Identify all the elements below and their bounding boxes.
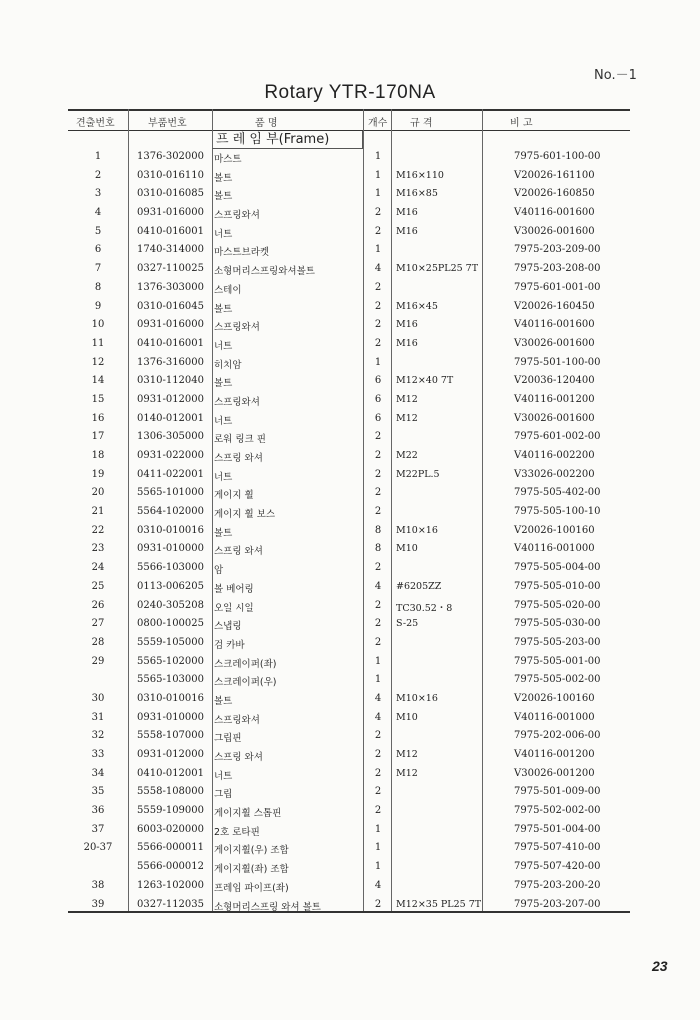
table-row [0,391,700,410]
item-number: 7 [94,263,102,275]
specification: M12 [396,749,418,760]
item-number: 20 [91,487,105,499]
part-number: 0931-010000 [137,711,205,723]
table-row [0,298,700,317]
quantity: 2 [374,805,382,817]
specification: M10 [396,543,418,555]
remarks: 7975-202-006-00 [514,730,601,742]
table-row [0,466,700,485]
remarks: 7975-203-209-00 [514,244,601,256]
part-number: 5566-000011 [137,842,205,854]
part-name: 너트 [214,340,233,352]
remarks: V30026-001600 [514,225,595,237]
header-item-no: 견출번호 [76,118,115,129]
part-number: 0310-010016 [137,524,205,536]
remarks: V30026-001600 [514,412,595,424]
specification: M12×40 7T [396,375,454,387]
part-name: 소형머리스프링 와셔 볼트 [214,901,321,913]
part-number: 1376-303000 [137,281,205,293]
table-row [0,223,700,242]
part-number: 0410-016001 [137,337,205,349]
quantity: 2 [374,468,382,480]
part-number: 6003-020000 [137,823,205,835]
item-number: 17 [91,431,105,443]
item-number: 28 [91,636,105,648]
item-number: 5 [94,225,102,237]
table-row [0,167,700,186]
specification: M10 [396,711,418,723]
table-row [0,148,700,167]
part-number: 0931-010000 [137,543,205,555]
table-row [0,671,700,690]
remarks: V20026-160850 [514,188,595,200]
quantity: 1 [374,842,382,854]
part-number: 5565-103000 [137,674,205,686]
quantity: 1 [374,356,382,368]
parts-table-body [0,148,700,914]
part-name: 게이지 휠 [214,490,254,502]
header-qty: 개수 [368,118,388,129]
table-row [0,877,700,896]
remarks: V20026-161100 [514,169,595,181]
item-number: 4 [94,207,102,219]
specification: M16 [396,337,418,349]
item-number: 26 [91,599,105,611]
part-number: 5559-105000 [137,636,205,648]
part-name: 게이지 휠 보스 [214,509,276,521]
part-number: 5566-103000 [137,562,205,574]
part-name: 너트 [214,471,233,483]
table-row [0,428,700,447]
part-name: 너트 [214,228,233,240]
part-name: 게이지휠(좌) 조합 [214,864,289,876]
table-row [0,746,700,765]
remarks: 7975-501-004-00 [514,823,601,835]
specification: M22PL.5 [396,468,440,480]
remarks: V20036-120400 [514,375,595,387]
part-number: 0310-010016 [137,692,205,704]
table-row [0,858,700,877]
part-number: 1376-316000 [137,356,205,368]
part-number: 1376-302000 [137,151,205,162]
part-number: 0410-016001 [137,225,205,237]
remarks: V30026-001200 [514,767,595,779]
part-number: 5564-102000 [137,506,205,518]
part-number: 5565-101000 [137,487,205,499]
remarks: V40116-001000 [514,711,595,723]
quantity: 8 [374,524,382,536]
table-row [0,802,700,821]
quantity: 2 [374,786,382,798]
table-row [0,410,700,429]
remarks: 7975-505-010-00 [514,580,601,592]
part-name: 로워 링크 핀 [214,434,266,446]
part-number: 0310-016110 [137,169,205,181]
item-number: 12 [91,356,105,368]
part-name: 암 [214,565,224,577]
item-number: 19 [91,468,105,480]
part-number: 5566-000012 [137,861,205,873]
part-name: 스프링와셔 [214,322,260,334]
part-name: 그립핀 [214,733,242,745]
table-row [0,559,700,578]
table-row [0,241,700,260]
table-row [0,503,700,522]
remarks: 7975-505-001-00 [514,655,601,667]
specification: M16 [396,207,418,219]
section-title: 프 레 임 부(Frame) [212,131,363,149]
part-number: 0410-012001 [137,767,205,779]
part-name: 오일 시일 [214,602,254,614]
remarks: V30026-001600 [514,337,595,349]
table-row [0,896,700,915]
part-name: 검 카바 [214,639,245,651]
item-number: 10 [91,319,105,331]
header-spec: 규 격 [410,118,433,129]
item-number: 24 [91,562,105,574]
part-name: 스프링 와셔 [214,546,263,558]
part-name: 마스트브라켓 [214,247,270,259]
remarks: 7975-505-020-00 [514,599,601,611]
remarks: 7975-601-001-00 [514,281,601,293]
quantity: 4 [374,692,382,704]
part-name: 스크레이퍼(우) [214,677,277,689]
table-row [0,522,700,541]
remarks: V40116-001600 [514,207,595,219]
quantity: 1 [374,244,382,256]
part-number: 0800-100025 [137,618,205,630]
quantity: 2 [374,337,382,349]
part-name: 그립 [214,789,233,801]
part-name: 스크레이퍼(좌) [214,658,277,670]
item-number: 11 [91,337,105,349]
item-number: 33 [91,749,105,760]
part-name: 게이지휠(우) 조합 [214,845,289,857]
remarks: V40116-002200 [514,450,595,461]
item-number: 21 [91,506,105,518]
remarks: 7975-505-002-00 [514,674,601,686]
item-number: 38 [91,879,105,891]
specification: M16×85 [396,188,438,200]
table-row [0,839,700,858]
remarks: 7975-505-004-00 [514,562,601,574]
quantity: 2 [374,767,382,779]
specification: M16 [396,319,418,331]
quantity: 2 [374,281,382,293]
part-name: 볼트 [214,527,233,539]
remarks: V20026-100160 [514,524,595,536]
table-row [0,316,700,335]
quantity: 6 [374,375,382,387]
specification: M10×16 [396,524,438,536]
quantity: 4 [374,263,382,275]
item-number: 14 [91,375,105,387]
item-number: 36 [91,805,105,817]
remarks: 7975-203-208-00 [514,263,601,275]
table-row [0,204,700,223]
specification: M22 [396,450,418,461]
item-number: 6 [94,244,102,256]
item-number: 25 [91,580,105,592]
table-row [0,578,700,597]
header-part-no: 부품번호 [148,118,187,129]
item-number: 9 [94,300,102,312]
document-number: No.－1 [594,68,637,83]
specification: M10×25PL25 7T [396,263,479,275]
quantity: 1 [374,188,382,200]
quantity: 2 [374,599,382,611]
remarks: V20026-100160 [514,692,595,704]
table-row [0,185,700,204]
item-number: 30 [91,692,105,704]
part-number: 0310-016085 [137,188,205,200]
quantity: 2 [374,636,382,648]
quantity: 6 [374,412,382,424]
item-number: 29 [91,655,105,667]
remarks: V20026-160450 [514,300,595,312]
table-row [0,727,700,746]
part-number: 1740-314000 [137,244,205,256]
remarks: V40116-001200 [514,749,595,760]
remarks: 7975-203-200-20 [514,879,601,891]
table-row [0,709,700,728]
specification: M10×16 [396,692,438,704]
part-name: 볼트 [214,303,233,315]
item-number: 8 [94,281,102,293]
remarks: 7975-505-402-00 [514,487,601,499]
quantity: 4 [374,879,382,891]
remarks: 7975-507-420-00 [514,861,601,873]
part-name: 볼트 [214,695,233,707]
quantity: 2 [374,730,382,742]
part-number: 0140-012001 [137,412,205,424]
item-number: 18 [91,450,105,461]
remarks: 7975-601-002-00 [514,431,601,443]
part-name: 스프링 와셔 [214,453,263,464]
table-row [0,783,700,802]
header-remarks: 비 고 [510,118,533,129]
remarks: 7975-507-410-00 [514,842,601,854]
part-number: 0327-112035 [137,898,205,910]
part-number: 0310-016045 [137,300,205,312]
part-name: 너트 [214,770,233,782]
quantity: 1 [374,169,382,181]
part-number: 0113-006205 [137,580,205,592]
part-number: 5565-102000 [137,655,205,667]
table-top-rule [68,109,630,111]
remarks: V40116-001200 [514,393,595,405]
part-number: 0931-012000 [137,393,205,405]
quantity: 4 [374,580,382,592]
item-number: 1 [94,151,102,162]
quantity: 2 [374,450,382,461]
remarks: 7975-501-100-00 [514,356,601,368]
remarks: V33026-002200 [514,468,595,480]
item-number: 34 [91,767,105,779]
remarks: V40116-001600 [514,319,595,331]
table-row [0,634,700,653]
part-number: 1306-305000 [137,431,205,443]
table-row [0,354,700,373]
specification: M16 [396,225,418,237]
part-name: 히치암 [214,359,242,371]
item-number: 15 [91,393,105,405]
part-name: 스프링 와셔 [214,752,263,763]
page-number: 23 [652,958,668,974]
quantity: 1 [374,823,382,835]
table-row [0,540,700,559]
quantity: 2 [374,225,382,237]
table-row [0,335,700,354]
item-number: 22 [91,524,105,536]
table-row [0,615,700,634]
part-name: 볼 베어링 [214,583,254,595]
quantity: 1 [374,655,382,667]
part-name: 너트 [214,415,233,427]
part-name: 게이지휠 스톱핀 [214,808,282,820]
quantity: 2 [374,207,382,219]
table-row [0,765,700,784]
part-name: 스프링와셔 [214,714,260,726]
part-number: 5558-107000 [137,730,205,742]
quantity: 2 [374,898,382,910]
item-number: 3 [94,188,102,200]
table-row [0,690,700,709]
item-number: 2 [94,169,102,181]
part-name: 볼트 [214,378,233,390]
quantity: 2 [374,749,382,760]
specification: M12 [396,412,418,424]
remarks: 7975-601-100-00 [514,151,601,162]
quantity: 2 [374,319,382,331]
part-name: 2호 로타핀 [214,826,260,838]
specification: M12 [396,393,418,405]
item-number: 20-37 [83,842,113,854]
quantity: 2 [374,562,382,574]
part-number: 0931-016000 [137,207,205,219]
part-name: 스냅링 [214,621,242,633]
quantity: 2 [374,506,382,518]
quantity: 6 [374,393,382,405]
specification: M12 [396,767,418,779]
part-name: 스프링와셔 [214,396,260,408]
part-number: 1263-102000 [137,879,205,891]
item-number: 35 [91,786,105,798]
part-number: 0411-022001 [137,468,205,480]
part-number: 0310-112040 [137,375,205,387]
part-name: 스프링와셔 [214,210,260,222]
specification: S-25 [396,618,419,630]
item-number: 32 [91,730,105,742]
part-number: 5558-108000 [137,786,205,798]
table-row [0,484,700,503]
quantity: 4 [374,711,382,723]
header-name: 품 명 [255,118,278,129]
specification: TC30.52・8 [396,602,453,614]
item-number: 31 [91,711,105,723]
remarks: 7975-203-207-00 [514,898,601,910]
item-number: 27 [91,618,105,630]
part-name: 프레임 파이프(좌) [214,882,289,894]
table-row [0,821,700,840]
table-row [0,372,700,391]
part-name: 볼트 [214,191,233,203]
remarks: 7975-505-100-10 [514,506,601,518]
quantity: 2 [374,618,382,630]
part-number: 0931-016000 [137,319,205,331]
specification: M16×110 [396,169,444,181]
item-number: 16 [91,412,105,424]
part-number: 0931-022000 [137,450,205,461]
table-row [0,653,700,672]
remarks: 7975-501-009-00 [514,786,601,798]
specification: M12×35 PL25 7T [396,898,482,910]
specification: M16×45 [396,300,438,312]
part-number: 0327-110025 [137,263,205,275]
part-name: 소형머리스프링와셔볼트 [214,266,315,278]
table-row [0,447,700,466]
part-name: 마스트 [214,154,242,165]
part-number: 0931-012000 [137,749,205,760]
quantity: 8 [374,543,382,555]
item-number: 23 [91,543,105,555]
part-number: 5559-109000 [137,805,205,817]
specification: #6205ZZ [396,580,442,592]
quantity: 2 [374,487,382,499]
item-number: 37 [91,823,105,835]
item-number: 39 [91,898,105,910]
table-row [0,260,700,279]
remarks: 7975-505-203-00 [514,636,601,648]
quantity: 1 [374,674,382,686]
page-title: Rotary YTR-170NA [264,82,436,103]
part-number: 0240-305208 [137,599,205,611]
part-name: 스테이 [214,284,242,296]
quantity: 1 [374,861,382,873]
remarks: V40116-001000 [514,543,595,555]
quantity: 2 [374,300,382,312]
quantity: 2 [374,431,382,443]
table-row [0,279,700,298]
table-row [0,597,700,616]
part-name: 볼트 [214,172,233,184]
quantity: 1 [374,151,382,162]
remarks: 7975-502-002-00 [514,805,601,817]
remarks: 7975-505-030-00 [514,618,601,630]
